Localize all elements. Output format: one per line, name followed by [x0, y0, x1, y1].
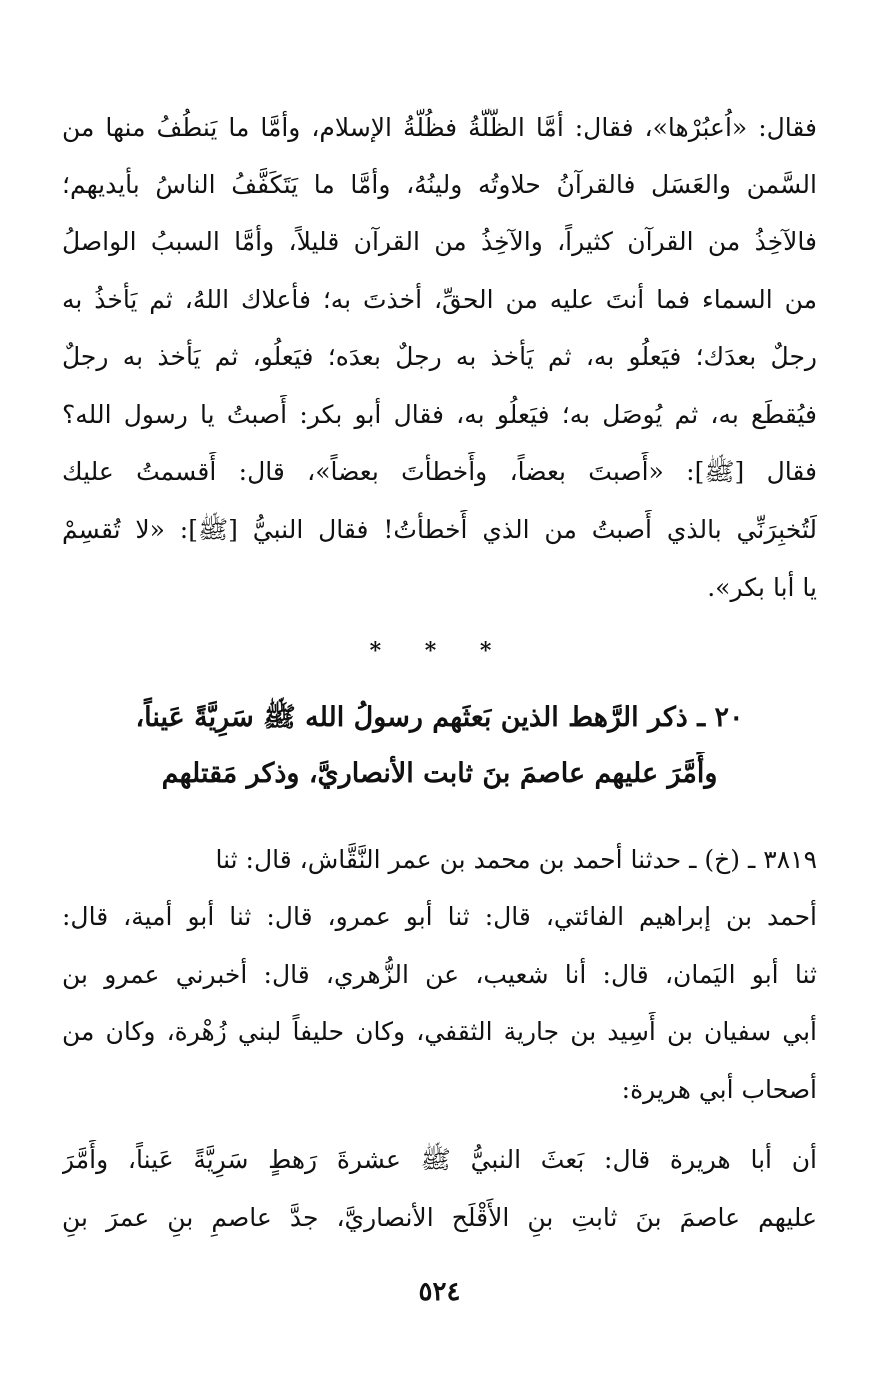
text-line: أبي سفيان بن أَسِيد بن جارية الثقفي، وكان حليفاً لبني زُهْرة، وكان من: [62, 1017, 817, 1046]
text-line: عليهم عاصمَ بنَ ثابتِ بنِ الأَقْلَح الأنصاريَّ، جدَّ عاصمِ بنِ عمرَ بنِ: [62, 1203, 817, 1232]
text-line: من السماء فما أنتَ عليه من الحقِّ، أخذتَ به؛ فأعلاك اللهُ، ثم يَأخذُ به: [62, 285, 817, 314]
page-number: ٥٢٤: [418, 1277, 461, 1307]
text-line: يا أبا بكر».: [707, 573, 817, 602]
text-line: أحمد بن إبراهيم الفائتي، قال: ثنا أبو عمرو، قال: ثنا أبو أمية، قال:: [62, 902, 817, 931]
text-line: رجلٌ بعدَك؛ فيَعلُو به، ثم يَأخذ به رجلٌ بعدَه؛ فيَعلُو، ثم يَأخذ به رجلٌ: [62, 342, 817, 371]
text-line: أن أبا هريرة قال: بَعثَ النبيُّ ﷺ عشرةَ رَهطٍ سَرِيَّةً عَيناً، وأَمَّرَ: [62, 1145, 817, 1174]
text-line: فيُقطَع به، ثم يُوصَل به؛ فيَعلُو به، فقال أبو بكر: أَصبتُ يا رسول الله؟: [62, 400, 817, 429]
text-line: أصحاب أبي هريرة:: [621, 1075, 817, 1104]
text-line: فقال [ﷺ]: «أَصبتَ بعضاً، وأَخطأتَ بعضاً»، قال: أَقسمتُ عليك: [62, 457, 817, 486]
chapter-heading-line: وأَمَّرَ عليهم عاصمَ بنَ ثابت الأنصاريَّ، وذكر مَقتلهم: [161, 758, 718, 789]
text-line: ٣٨١٩ ـ (خ) ـ حدثنا أحمد بن محمد بن عمر النَّقَّاش، قال: ثنا: [215, 845, 817, 874]
text-line: السَّمن والعَسَل فالقرآنُ حلاوتُه ولينُهُ، وأمَّا ما يَتَكَفَّفُ الناسُ بأيديهم؛: [62, 170, 817, 199]
text-line: فقال: «اُعبُرْها»، فقال: أمَّا الظُّلَّةُ فظُلَّةُ الإسلام، وأمَّا ما يَنطُفُ منها من: [62, 113, 817, 142]
section-separator: * * *: [369, 638, 510, 664]
text-line: فالآخِذُ من القرآن كثيراً، والآخِذُ من القرآن قليلاً، وأمَّا السببُ الواصلُ: [62, 227, 817, 256]
text-line: لَتُخبِرَنِّي بالذي أَصبتُ من الذي أَخطأتُ! فقال النبيُّ [ﷺ]: «لا تُقسِمْ: [62, 515, 817, 544]
text-line: ثنا أبو اليَمان، قال: أنا شعيب، عن الزُّهري، قال: أخبرني عمرو بن: [62, 960, 817, 989]
chapter-heading-line: ٢٠ ـ ذكر الرَّهط الذين بَعثَهم رسولُ الله ﷺ سَرِيَّةً عَيناً،: [135, 702, 744, 733]
